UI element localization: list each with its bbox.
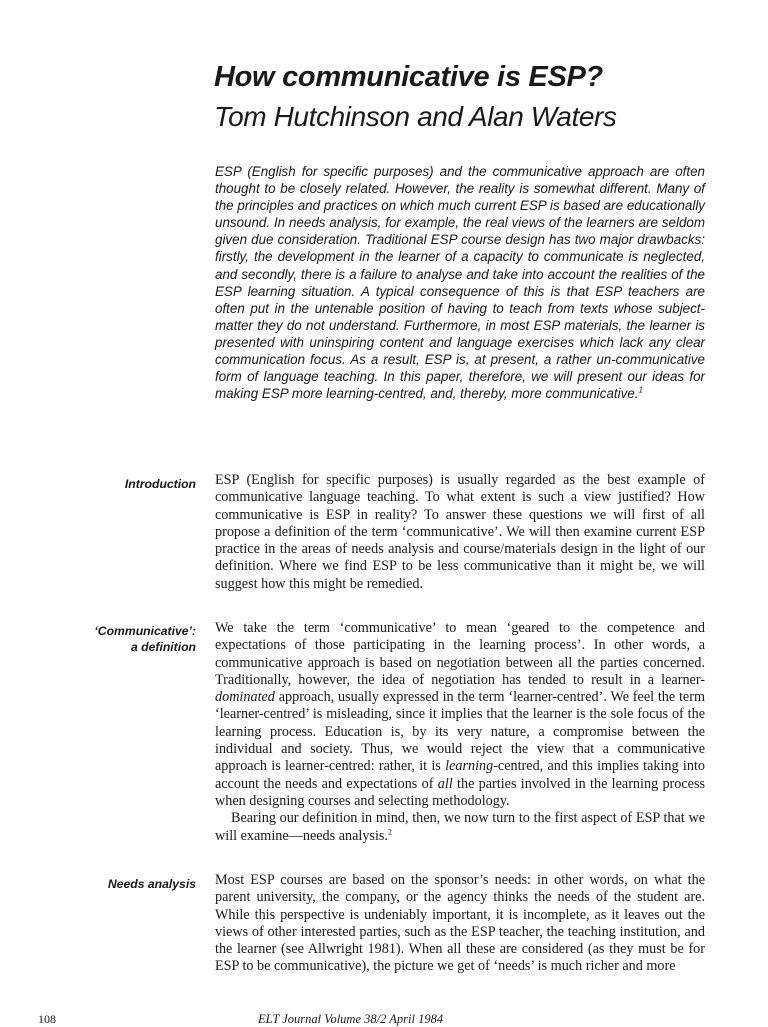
side-heading-definition-line1: ‘Communicative’: <box>94 624 196 638</box>
needs-analysis-paragraph: Most ESP courses are based on the sponsor’s needs: in other words, on what the parent university, the company, or the agency thinks the needs of the student are. While this perspective is undeniably important, it is incomplete, as it leaves out the views of other interested parties, such as the ESP teacher, the teaching institution, and the learner (see Allwright 1981). When all these are considered (as they must be for ESP to be communicative), the picture we get of ‘needs’ is much richer and more <box>215 872 705 975</box>
page-number: 108 <box>38 1012 56 1026</box>
side-heading-definition-line2: a definition <box>131 640 196 654</box>
definition-paragraph-1 <box>215 620 705 810</box>
definition-text-b: approach, usually expressed in the term ‘learner-centred’. We feel the term ‘learner-centred’ is misleading, since it implies that the learner is the sole focus of the learning process. Education is, by its very nature, a compromise between the individual and society. Thus, we would reject the view that a communicative approach is learner-centred: rather, it is <box>215 689 705 775</box>
abstract-footnote-ref: 1 <box>638 385 643 395</box>
section-needs-analysis <box>215 872 705 976</box>
definition-text-a: We take the term ‘communicative’ to mean ‘geared to the competence and expectations of those participating in the learning process’. In other words, a communicative approach is based on negotiation between all the parties concerned. Traditionally, however, the idea of negotiation has tended to result in a learner- <box>215 620 705 688</box>
definition-emphasis-learning: learning <box>445 758 494 775</box>
article-authors: Tom Hutchinson and Alan Waters <box>214 101 617 132</box>
article-title: How communicative is ESP? <box>214 61 603 93</box>
side-heading-definition <box>40 623 196 655</box>
definition-text-d: the parties involved in the learning process when designing courses and selecting methodology. <box>215 775 706 809</box>
journal-citation: ELT Journal Volume 38/2 April 1984 <box>258 1012 444 1026</box>
section-introduction <box>215 472 705 593</box>
abstract-text: ESP (English for specific purposes) and the communicative approach are often thought to be closely related. However, the reality is somewhat different. Many of the principles and practices on which much current ESP is based are educationally unsound. In needs analysis, for example, the real views of the learners are seldom given due consideration. Traditional ESP course design has two major drawbacks: firstly, the development in the learner of a capacity to communicate is neglected, and secondly, there is a failure to analyse and take into account the realities of the ESP learning situation. A typical consequence of this is that ESP teachers are often put in the untenable position of having to teach from texts whose subject-matter they do not understand. Furthermore, in most ESP materials, the learner is presented with uninspiring content and language exercises which lack any clear communication focus. As a result, ESP is, at present, a rather un-communicative form of language teaching. In this paper, therefore, we will present our ideas for making ESP more learning-centred, and, thereby, more communicative. <box>215 164 705 402</box>
definition-emphasis-dominated: dominated <box>215 689 275 706</box>
side-heading-needs-analysis <box>40 876 196 892</box>
side-heading-needs-analysis-label: Needs analysis <box>107 877 196 891</box>
definition-emphasis-all: all <box>437 775 453 792</box>
section-definition <box>215 620 705 845</box>
introduction-paragraph: ESP (English for specific purposes) is usually regarded as the best example of communicative language teaching. To what extent is such a view justified? How communicative is ESP in reality? To answer these questions we will first of all propose a definition of the term ‘communicative’. We will then examine current ESP practice in the areas of needs analysis and course/materials design in the light of our definition. Where we find ESP to be less communicative than it might be, we will suggest how this might be remedied. <box>215 472 705 592</box>
definition-text-c: -centred, and this implies taking into account the needs and expectations of <box>215 758 705 792</box>
definition-paragraph-2-text: Bearing our definition in mind, then, we now turn to the first aspect of ESP that we will examine—needs analysis. <box>215 810 705 844</box>
definition-paragraph-2 <box>215 810 705 845</box>
definition-footnote-ref: 2 <box>387 826 392 836</box>
side-heading-introduction <box>40 476 196 492</box>
abstract <box>215 163 705 402</box>
side-heading-introduction-label: Introduction <box>124 477 196 491</box>
